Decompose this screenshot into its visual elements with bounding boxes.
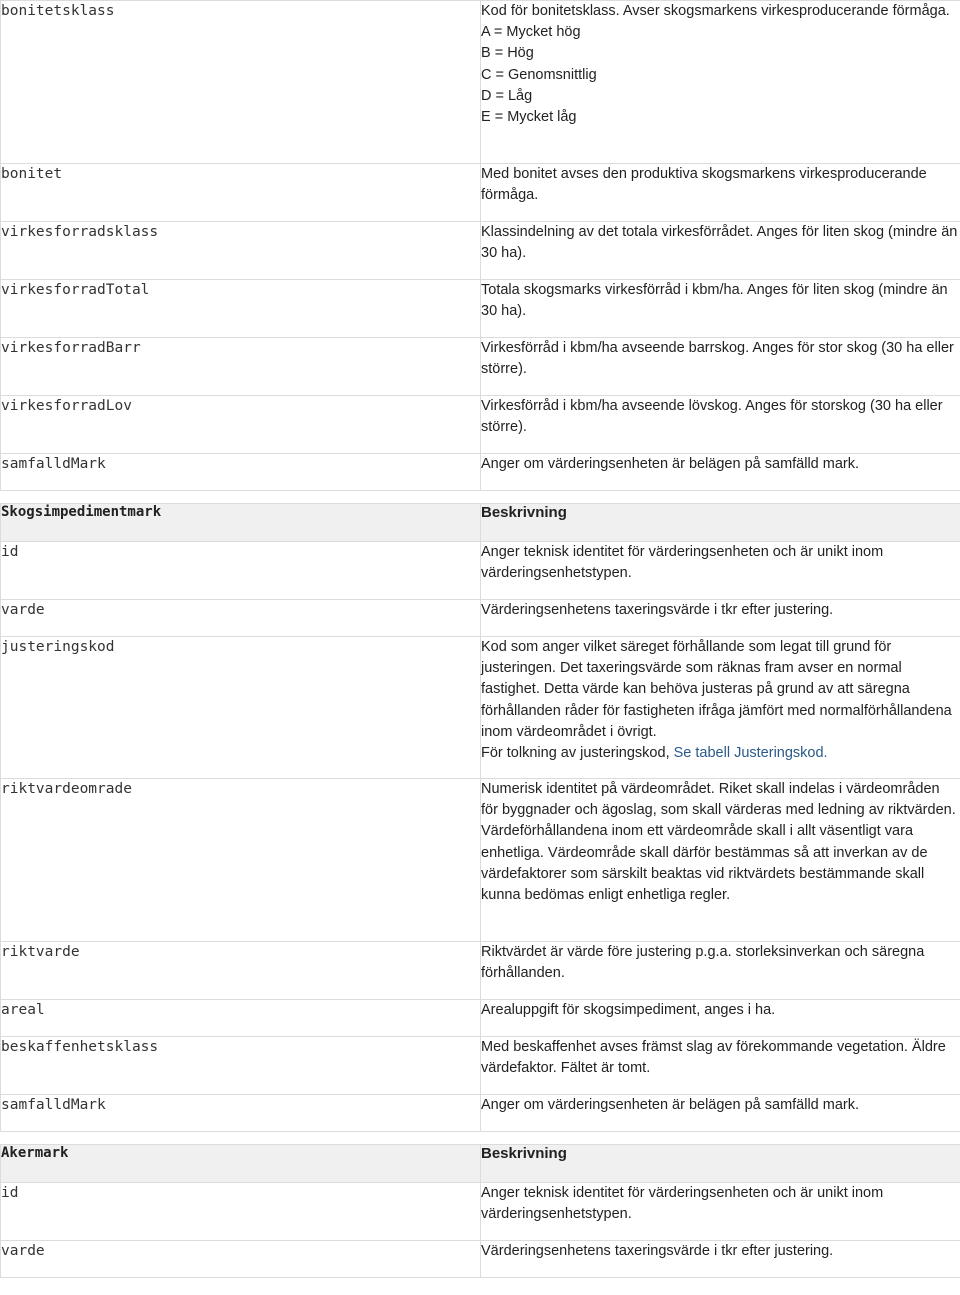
table-header-description: Beskrivning [481, 1145, 960, 1183]
description-line: E = Mycket låg [481, 109, 577, 126]
attribute-description: Arealuppgift för skogsimpediment, anges i ha. [481, 1000, 960, 1037]
attribute-description: Värderingsenhetens taxeringsvärde i tkr efter justering. [481, 1241, 960, 1278]
attribute-description [481, 1, 960, 164]
attribute-name: samfalldMark [1, 1095, 481, 1132]
attribute-name: virkesforradTotal [1, 280, 481, 338]
table-row [1, 222, 960, 280]
description-line: B = Hög [481, 45, 534, 62]
table-row [1, 338, 960, 396]
table-header-name: Skogsimpedimentmark [1, 504, 481, 542]
table-header-row [1, 504, 960, 542]
attribute-description: Med bonitet avses den produktiva skogsmarkens virkesproducerande förmåga. [481, 164, 960, 222]
attribute-name: riktvardeomrade [1, 779, 481, 942]
table-row [1, 1, 960, 164]
table-row [1, 600, 960, 637]
attribute-name: riktvarde [1, 942, 481, 1000]
table-row [1, 942, 960, 1000]
table-row [1, 1037, 960, 1095]
attribute-name: virkesforradsklass [1, 222, 481, 280]
attribute-name: areal [1, 1000, 481, 1037]
attribute-description: Anger om värderingsenheten är belägen på samfälld mark. [481, 1095, 960, 1132]
description-line: C = Genomsnittlig [481, 66, 597, 83]
description-line: D = Låg [481, 87, 533, 104]
attribute-name: virkesforradBarr [1, 338, 481, 396]
description-reference [481, 743, 960, 764]
table-header-row [1, 1145, 960, 1183]
justeringskod-table-link[interactable]: Se tabell Justeringskod. [673, 745, 828, 762]
attribute-description: Riktvärdet är värde före justering p.g.a. storleksinverkan och säregna förhållanden. [481, 942, 960, 1000]
table-spacer [0, 1132, 960, 1144]
table-spacer [0, 491, 960, 503]
attribute-table-skogsmark [0, 0, 960, 491]
attribute-name: varde [1, 1241, 481, 1278]
table-row [1, 396, 960, 454]
table-row [1, 280, 960, 338]
attribute-description: Anger teknisk identitet för värderingsenheten och är unikt inom värderingsenhetstypen. [481, 1183, 960, 1241]
table-row [1, 1095, 960, 1132]
attribute-name: virkesforradLov [1, 396, 481, 454]
table-row [1, 542, 960, 600]
attribute-name: beskaffenhetsklass [1, 1037, 481, 1095]
table-row [1, 454, 960, 491]
attribute-table-akermark [0, 1144, 960, 1278]
attribute-name: id [1, 1183, 481, 1241]
table-row [1, 1183, 960, 1241]
attribute-description: Anger om värderingsenheten är belägen på samfälld mark. [481, 454, 960, 491]
attribute-description: Numerisk identitet på värdeområdet. Riket skall indelas i värdeområden för byggnader och ägoslag, som skall värderas med ledning av riktvärden. Värdeförhållandena inom ett värdeområde skall i allt väsentligt vara enhetliga. Värdeområde skall därför bestämmas så att inverkan av de värdefaktorer som särskilt beaktas vid riktvärdets bestämmande skall kunna bedömas enligt enhetliga regler. [481, 779, 960, 942]
description-line: Kod för bonitetsklass. Avser skogsmarkens virkesproducerande förmåga. [481, 3, 950, 19]
attribute-name: bonitet [1, 164, 481, 222]
attribute-description: Virkesförråd i kbm/ha avseende barrskog. Anges för stor skog (30 ha eller större). [481, 338, 960, 396]
table-row [1, 779, 960, 942]
attribute-description [481, 637, 960, 779]
attribute-description: Anger teknisk identitet för värderingsenheten och är unikt inom värderingsenhetstypen. [481, 542, 960, 600]
attribute-name: justeringskod [1, 637, 481, 779]
reference-text: För tolkning av justeringskod, [481, 745, 670, 762]
attribute-name: samfalldMark [1, 454, 481, 491]
table-row [1, 164, 960, 222]
table-header-description: Beskrivning [481, 504, 960, 542]
attribute-name: bonitetsklass [1, 1, 481, 164]
attribute-description: Totala skogsmarks virkesförråd i kbm/ha. Anges för liten skog (mindre än 30 ha). [481, 280, 960, 338]
attribute-description: Virkesförråd i kbm/ha avseende lövskog. Anges för storskog (30 ha eller större). [481, 396, 960, 454]
table-row [1, 1000, 960, 1037]
table-header-name: Akermark [1, 1145, 481, 1183]
attribute-description: Med beskaffenhet avses främst slag av förekommande vegetation. Äldre värdefaktor. Fältet är tomt. [481, 1037, 960, 1095]
attribute-name: id [1, 542, 481, 600]
attribute-name: varde [1, 600, 481, 637]
attribute-table-skogsimpedimentmark [0, 503, 960, 1132]
attribute-description: Klassindelning av det totala virkesförrådet. Anges för liten skog (mindre än 30 ha). [481, 222, 960, 280]
description-text: Kod som anger vilket säreget förhållande som legat till grund för justeringen. Det taxeringsvärde som räknas fram avser en normal fastighet. Detta värde kan behöva justeras på grund av att säregna förhållanden råder för fastigheten ifråga jämfört med normalförhållandena inom värdeområdet i övrigt. [481, 639, 952, 740]
table-row [1, 637, 960, 779]
attribute-description: Värderingsenhetens taxeringsvärde i tkr efter justering. [481, 600, 960, 637]
table-row [1, 1241, 960, 1278]
description-line: A = Mycket hög [481, 24, 581, 41]
